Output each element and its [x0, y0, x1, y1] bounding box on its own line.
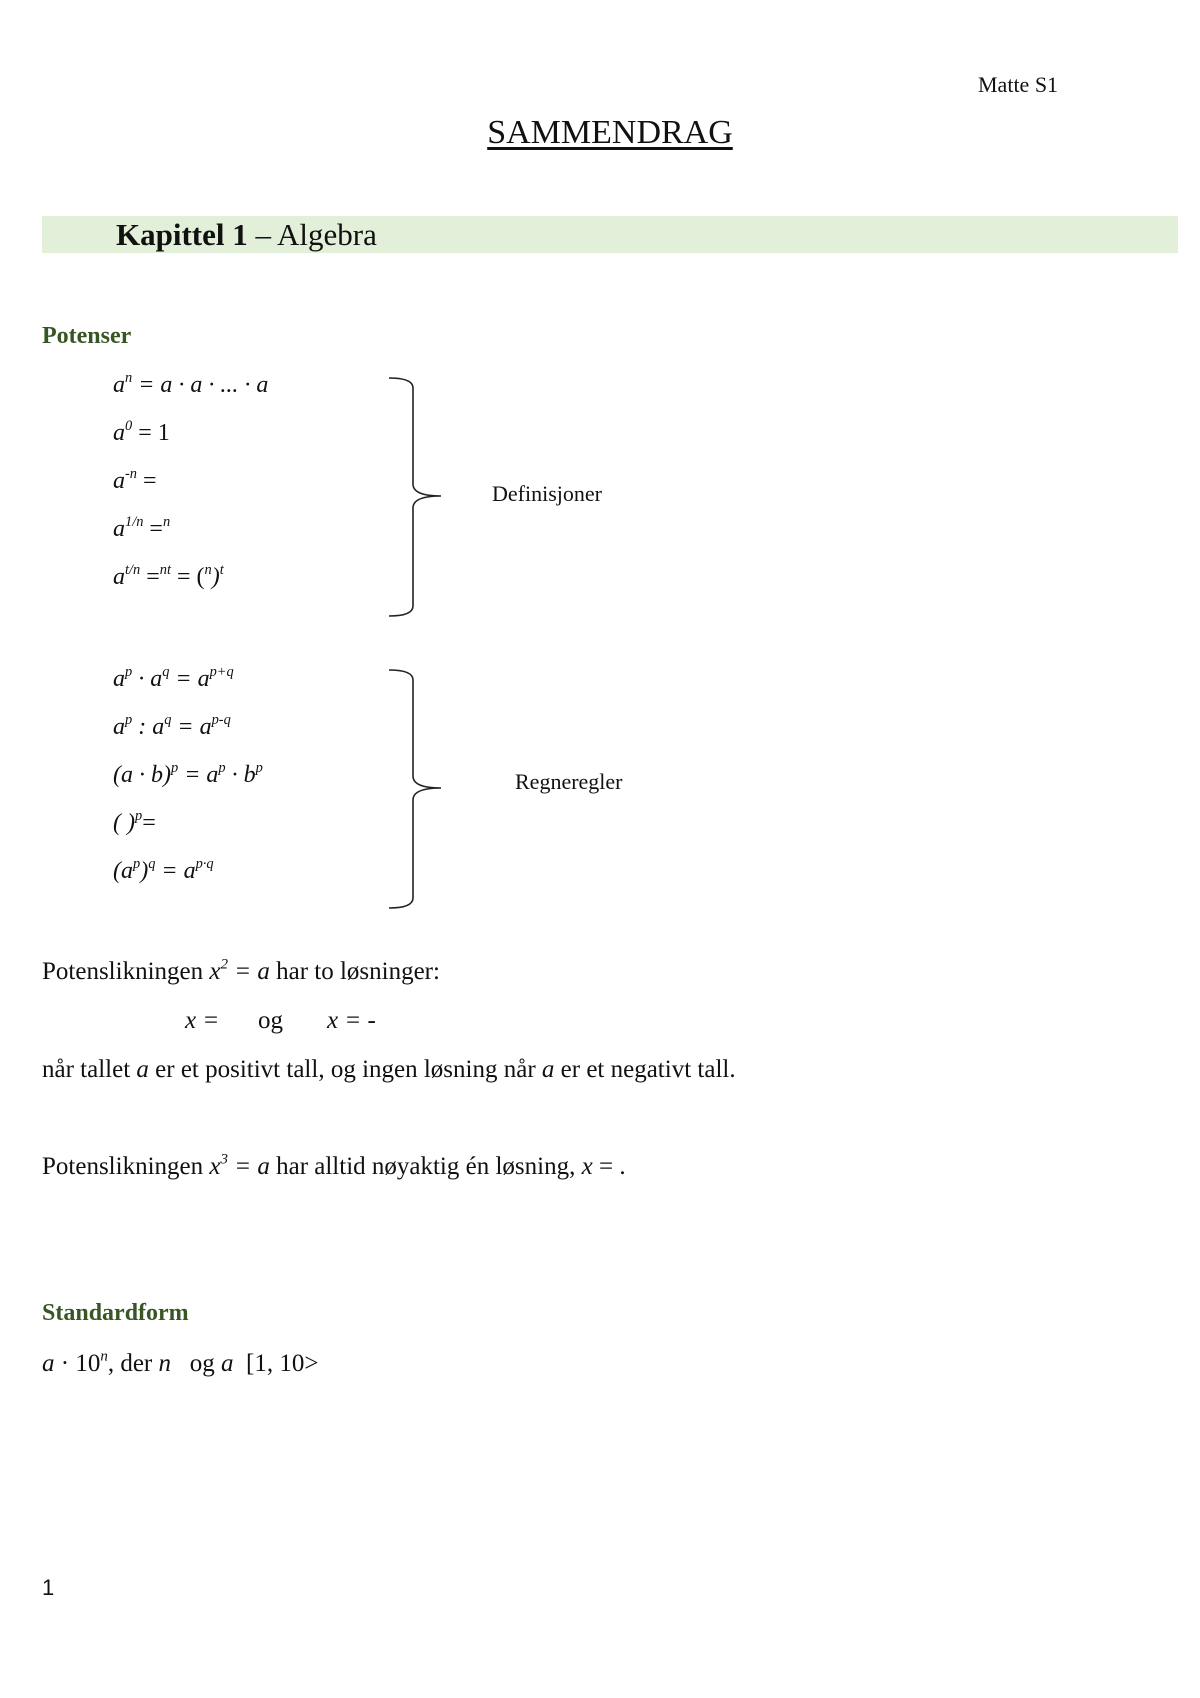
- chapter-separator: –: [255, 217, 271, 252]
- square-solution-og: og: [258, 1007, 283, 1034]
- rules-brace: [385, 668, 445, 912]
- formula-def-5: $a^{t/n} =^{nt} = (^n)^t$: [113, 561, 224, 590]
- course-label: Matte S1: [978, 72, 1059, 97]
- page-title: SAMMENDRAG: [487, 114, 733, 151]
- formula-rule-3: $(a \cdot b)^p = a^p \cdot b^p$: [113, 759, 263, 788]
- square-solution-2: x = -: [327, 1007, 376, 1034]
- chapter-number: Kapittel 1: [116, 217, 248, 252]
- section-heading-standardform: Standardform: [42, 1300, 189, 1326]
- formula-def-4: $a^{1/n} =^n$: [113, 513, 171, 542]
- square-equation-line: Potenslikningen $x^2 = a$ har to løsninger:: [42, 956, 440, 985]
- chapter-heading: [116, 217, 377, 253]
- chapter-name: Algebra: [277, 217, 377, 252]
- definitions-label: Definisjoner: [492, 481, 602, 506]
- square-solution-1: x =: [185, 1007, 220, 1034]
- formula-rule-2: $a^p$ : $a^q = a^{p-q}$: [113, 711, 231, 740]
- formula-def-1: $a^n = a \cdot a$ · ... · a: [113, 369, 269, 398]
- formula-rule-1: $a^p \cdot a^q = a^{p+q}$: [113, 663, 234, 692]
- formula-def-3: $a^{-n}$ =: [113, 465, 157, 494]
- section-heading-potenser: Potenser: [42, 323, 132, 349]
- definitions-brace: [385, 376, 445, 620]
- square-condition: når tallet a er et positivt tall, og ingen løsning når a er et negativt tall.: [42, 1056, 736, 1083]
- rules-label: Regneregler: [515, 769, 623, 794]
- standardform-definition: $a \cdot 10^n$, der n og a [1, 10>: [42, 1348, 319, 1377]
- formula-def-2: $a^0 = 1$: [113, 417, 170, 446]
- formula-rule-4: ( )$^p$=: [113, 807, 156, 836]
- cube-equation-line: Potenslikningen $x^3 = a$ har alltid nøyaktig én løsning, x = .: [42, 1151, 626, 1180]
- formula-rule-5: $(a^p)^q = a^{p\cdot q}$: [113, 855, 214, 884]
- page-number: 1: [42, 1575, 55, 1600]
